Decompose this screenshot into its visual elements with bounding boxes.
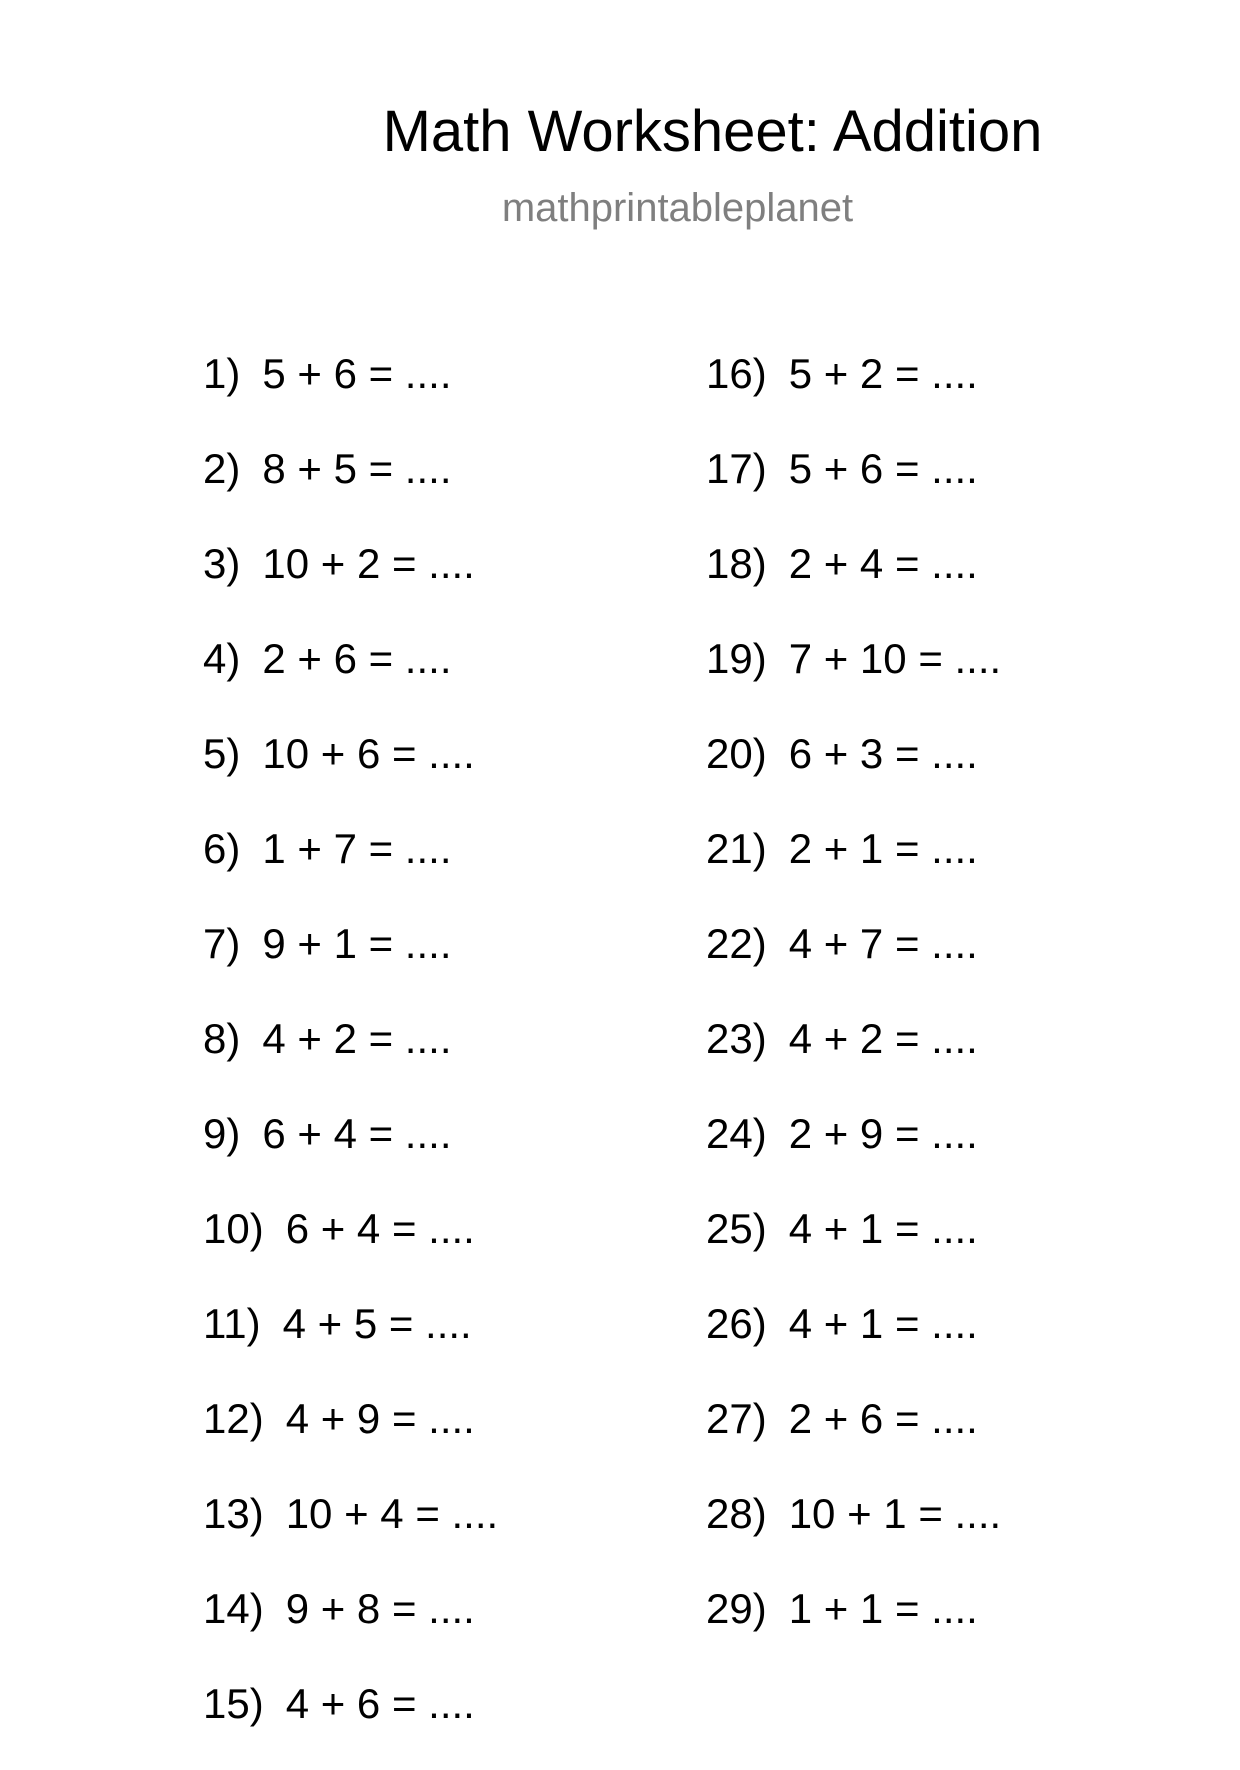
problem-item xyxy=(203,915,498,1010)
problem-expression: 10 + 2 = .... xyxy=(262,540,475,587)
problem-expression: 6 + 4 = .... xyxy=(262,1110,452,1157)
problem-item xyxy=(706,1105,1001,1200)
problem-number: 3) xyxy=(203,540,241,587)
problem-number: 10) xyxy=(203,1205,264,1252)
problem-number: 4) xyxy=(203,635,241,682)
problem-item xyxy=(706,725,1001,820)
problem-expression: 8 + 5 = .... xyxy=(262,445,452,492)
problem-item xyxy=(203,820,498,915)
problem-expression: 9 + 1 = .... xyxy=(262,920,452,967)
problem-number: 25) xyxy=(706,1205,767,1252)
problem-item xyxy=(203,345,498,440)
problem-expression: 2 + 4 = .... xyxy=(788,540,978,587)
problem-number: 9) xyxy=(203,1110,241,1157)
problem-item xyxy=(203,1010,498,1105)
problem-item xyxy=(706,1580,1001,1675)
problem-number: 23) xyxy=(706,1015,767,1062)
problem-number: 7) xyxy=(203,920,241,967)
problem-number: 8) xyxy=(203,1015,241,1062)
problem-number: 11) xyxy=(203,1300,261,1347)
problem-item xyxy=(203,1580,498,1675)
problem-column-left xyxy=(203,345,498,1770)
problem-expression: 4 + 6 = .... xyxy=(285,1680,475,1727)
problem-number: 12) xyxy=(203,1395,264,1442)
problem-item xyxy=(706,440,1001,535)
problem-number: 16) xyxy=(706,350,767,397)
problem-expression: 4 + 2 = .... xyxy=(788,1015,978,1062)
problem-item xyxy=(203,630,498,725)
worksheet-subtitle: mathprintableplanet xyxy=(501,186,854,230)
problem-expression: 10 + 6 = .... xyxy=(262,730,475,777)
problem-item xyxy=(706,820,1001,915)
problem-item xyxy=(706,630,1001,725)
problem-number: 24) xyxy=(706,1110,767,1157)
problem-number: 17) xyxy=(706,445,767,492)
problem-item xyxy=(706,1390,1001,1485)
problem-item xyxy=(706,345,1001,440)
problem-expression: 2 + 9 = .... xyxy=(788,1110,978,1157)
problem-number: 26) xyxy=(706,1300,767,1347)
problem-expression: 9 + 8 = .... xyxy=(285,1585,475,1632)
problem-number: 29) xyxy=(706,1585,767,1632)
problem-column-right xyxy=(706,345,1001,1675)
problem-number: 21) xyxy=(706,825,767,872)
problem-item xyxy=(203,1105,498,1200)
problem-expression: 1 + 7 = .... xyxy=(262,825,452,872)
problem-item xyxy=(203,440,498,535)
problem-expression: 4 + 7 = .... xyxy=(788,920,978,967)
problem-expression: 7 + 10 = .... xyxy=(788,635,1002,682)
problem-item xyxy=(203,1200,498,1295)
problem-expression: 4 + 1 = .... xyxy=(788,1300,978,1347)
problem-item xyxy=(706,1295,1001,1390)
problem-item xyxy=(203,1295,498,1390)
problem-number: 14) xyxy=(203,1585,264,1632)
problem-number: 18) xyxy=(706,540,767,587)
problem-item xyxy=(706,1485,1001,1580)
problem-item xyxy=(203,1390,498,1485)
problem-expression: 4 + 1 = .... xyxy=(788,1205,978,1252)
problem-expression: 10 + 4 = .... xyxy=(285,1490,499,1537)
problem-item xyxy=(706,1010,1001,1105)
problem-item xyxy=(706,535,1001,630)
problem-expression: 10 + 1 = .... xyxy=(788,1490,1002,1537)
problem-expression: 1 + 1 = .... xyxy=(788,1585,978,1632)
problem-expression: 5 + 6 = .... xyxy=(262,350,452,397)
problem-expression: 5 + 2 = .... xyxy=(788,350,978,397)
problem-item xyxy=(203,1485,498,1580)
problem-number: 27) xyxy=(706,1395,767,1442)
problem-item xyxy=(706,1200,1001,1295)
problem-expression: 2 + 6 = .... xyxy=(788,1395,978,1442)
problem-number: 15) xyxy=(203,1680,264,1727)
problem-expression: 4 + 2 = .... xyxy=(262,1015,452,1062)
problem-expression: 2 + 6 = .... xyxy=(262,635,452,682)
problem-number: 28) xyxy=(706,1490,767,1537)
problem-number: 13) xyxy=(203,1490,264,1537)
problem-number: 1) xyxy=(203,350,241,397)
problem-item xyxy=(203,725,498,820)
problem-number: 5) xyxy=(203,730,241,777)
problem-number: 19) xyxy=(706,635,767,682)
problem-number: 20) xyxy=(706,730,767,777)
problem-item xyxy=(203,535,498,630)
problem-number: 6) xyxy=(203,825,241,872)
problem-number: 22) xyxy=(706,920,767,967)
problem-item xyxy=(706,915,1001,1010)
problem-item xyxy=(203,1675,498,1770)
problem-expression: 4 + 5 = .... xyxy=(282,1300,472,1347)
problem-expression: 2 + 1 = .... xyxy=(788,825,978,872)
problem-number: 2) xyxy=(203,445,241,492)
problem-expression: 6 + 3 = .... xyxy=(788,730,978,777)
problem-expression: 6 + 4 = .... xyxy=(285,1205,475,1252)
problem-expression: 4 + 9 = .... xyxy=(285,1395,475,1442)
problem-expression: 5 + 6 = .... xyxy=(788,445,978,492)
worksheet-title: Math Worksheet: Addition xyxy=(382,99,1043,164)
